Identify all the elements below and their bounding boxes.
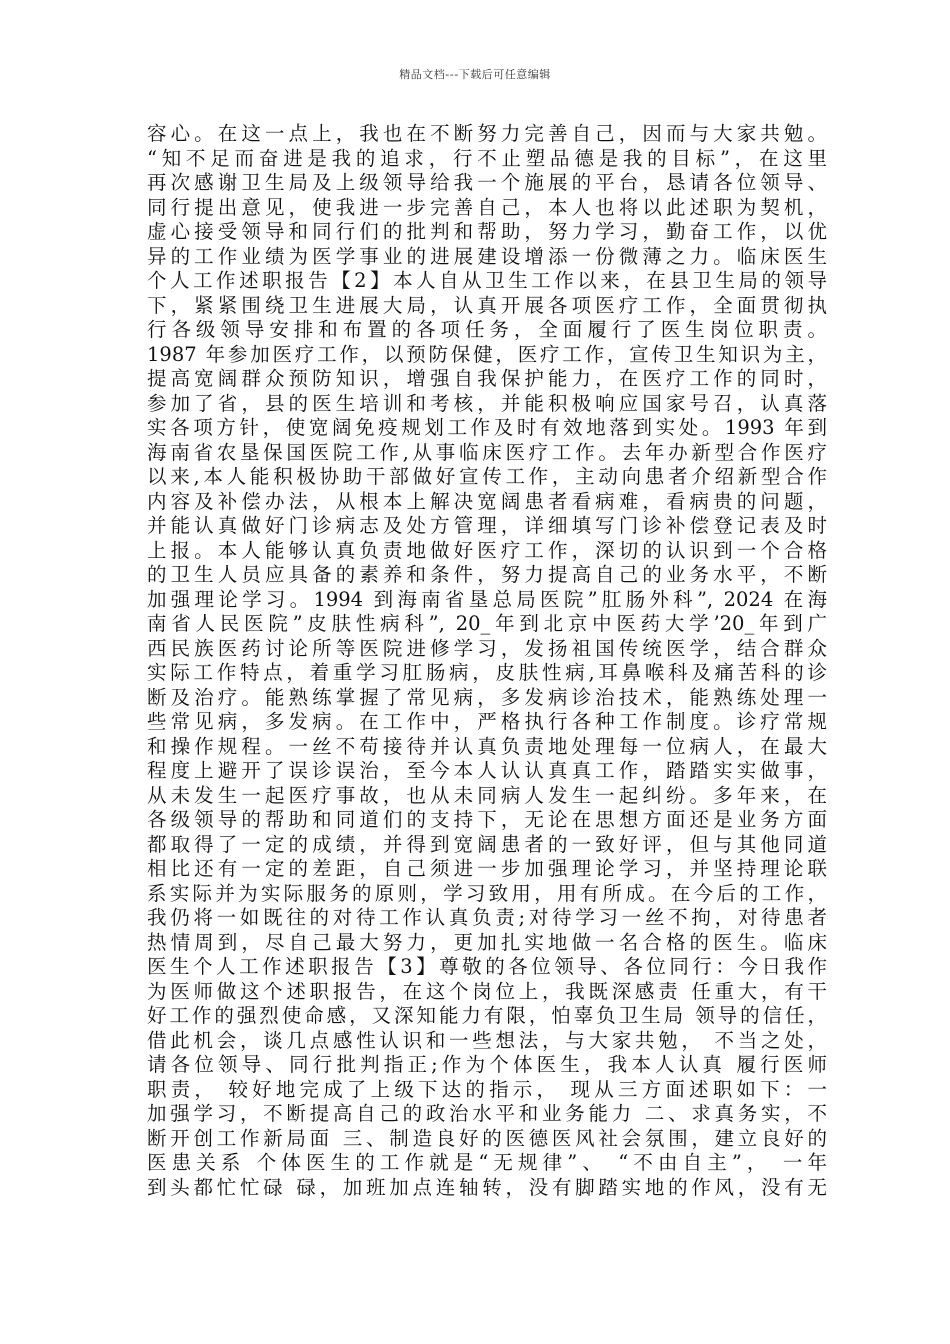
text-line: “知不足而奋进是我的追求，行不止塑品德是我的目标”，在这里 (147, 146, 827, 170)
text-line: 海南省农垦保国医院工作,从事临床医疗工作。去年办新型合作医疗 (147, 440, 827, 464)
text-line: 西民族医药讨论所等医院进修学习，发扬祖国传统医学，结合群众 (147, 636, 827, 660)
text-line: 医生个人工作述职报告【3】尊敬的各位领导、各位同行：今日我作 (147, 955, 827, 978)
text-line: 虚心接受领导和同行们的批判和帮助，努力学习，勤奋工作，以优 (147, 220, 827, 243)
text-line: 内容及补偿办法，从根本上解决宽阔患者看病难，看病贵的问题， (147, 489, 827, 513)
text-line: 为医师做这个述职报告，在这个岗位上，我既深感责 任重大，有干 (147, 979, 827, 1003)
text-line: 请各位领导、同行批判指正;作为个体医生，我本人认真 履行医师 (147, 1053, 827, 1076)
text-line: 以来,本人能积极协助干部做好宣传工作，主动向患者介绍新型合作 (147, 465, 827, 488)
text-line: 从未发生一起医疗事故，也从未同病人发生一起纠纷。多年来，在 (147, 783, 827, 807)
text-line: 程度上避开了误诊误治，至今本人认认真真工作，踏踏实实做事， (147, 759, 827, 782)
text-line: 和操作规程。一丝不苟接待并认真负责地处理每一位病人，在最大 (147, 734, 827, 758)
text-line: 职责， 较好地完成了上级下达的指示， 现从三方面述职如下：一 (147, 1077, 827, 1101)
text-line: 相比还有一定的差距，自己须进一步加强理论学习，并坚持理论联 (147, 857, 827, 880)
text-line: 南省人民医院”皮肤性病科”, 20_年到北京中医药大学’20_年到广 (147, 612, 827, 635)
text-line: 我仍将一如既往的对待工作认真负责;对待学习一丝不拘，对待患者 (147, 906, 827, 929)
text-line: 容心。在这一点上，我也在不断努力完善自己，因而与大家共勉。 (147, 122, 827, 145)
text-line: 参加了省，县的医生培训和考核，并能积极响应国家号召，认真落 (147, 391, 827, 415)
text-line: 异的工作业绩为医学事业的进展建设增添一份微薄之力。临床医生 (147, 244, 827, 268)
text-line: 提高宽阔群众预防知识，增强自我保护能力，在医疗工作的同时， (147, 367, 827, 390)
text-line: 行各级领导安排和布置的各项任务，全面履行了医生岗位职责。 (147, 318, 827, 341)
page-header: 精品文档---下载后可任意编辑 (399, 68, 551, 81)
text-line: 断及治疗。能熟练掌握了常见病，多发病诊治技术，能熟练处理一 (147, 685, 827, 709)
text-line: 系实际并为实际服务的原则，学习致用，用有所成。在今后的工作， (147, 881, 827, 905)
text-line: 到头都忙忙碌 碌，加班加点连轴转，没有脚踏实地的作风，没有无 (147, 1175, 827, 1199)
text-line: 上报。本人能够认真负责地做好医疗工作，深切的认识到一个合格 (147, 538, 827, 562)
text-line: 都取得了一定的成绩，并得到宽阔患者的一致好评，但与其他同道 (147, 832, 827, 856)
text-line: 些常见病，多发病。在工作中，严格执行各种工作制度。诊疗常规 (147, 710, 827, 733)
text-line: 实各项方针，使宽阔免疫规划工作及时有效地落到实处。1993 年到 (147, 416, 827, 439)
text-line: 1987 年参加医疗工作，以预防保健，医疗工作，宣传卫生知识为主， (147, 342, 827, 366)
text-line: 同行提出意见，使我进一步完善自己，本人也将以此述职为契机， (147, 195, 827, 219)
body-text (147, 122, 827, 1200)
text-line: 好工作的强烈使命感，又深知能力有限，怕辜负卫生局 领导的信任， (147, 1004, 827, 1027)
text-line: 加强学习，不断提高自己的政治水平和业务能力 二、求真务实，不 (147, 1102, 827, 1125)
text-line: 再次感谢卫生局及上级领导给我一个施展的平台，恳请各位领导、 (147, 171, 827, 194)
text-line: 实际工作特点，着重学习肛肠病，皮肤性病,耳鼻喉科及痛苦科的诊 (147, 661, 827, 684)
text-line: 下，紧紧围绕卫生进展大局，认真开展各项医疗工作，全面贯彻执 (147, 293, 827, 317)
text-line: 医患关系 个体医生的工作就是“无规律”、 “不由自主”， 一年 (147, 1151, 827, 1174)
text-line: 借此机会，谈几点感性认识和一些想法，与大家共勉， 不当之处， (147, 1028, 827, 1052)
text-line: 断开创工作新局面 三、制造良好的医德医风社会氛围，建立良好的 (147, 1126, 827, 1150)
text-line: 并能认真做好门诊病志及处方管理，详细填写门诊补偿登记表及时 (147, 514, 827, 537)
text-line: 个人工作述职报告【2】本人自从卫生工作以来，在县卫生局的领导 (147, 269, 827, 292)
text-line: 的卫生人员应具备的素养和条件，努力提高自己的业务水平，不断 (147, 563, 827, 586)
text-line: 热情周到，尽自己最大努力，更加扎实地做一名合格的医生。临床 (147, 930, 827, 954)
text-line: 各级领导的帮助和同道们的支持下，无论在思想方面还是业务方面 (147, 808, 827, 831)
text-line: 加强理论学习。1994 到海南省垦总局医院”肛肠外科”, 2024 在海 (147, 587, 827, 611)
